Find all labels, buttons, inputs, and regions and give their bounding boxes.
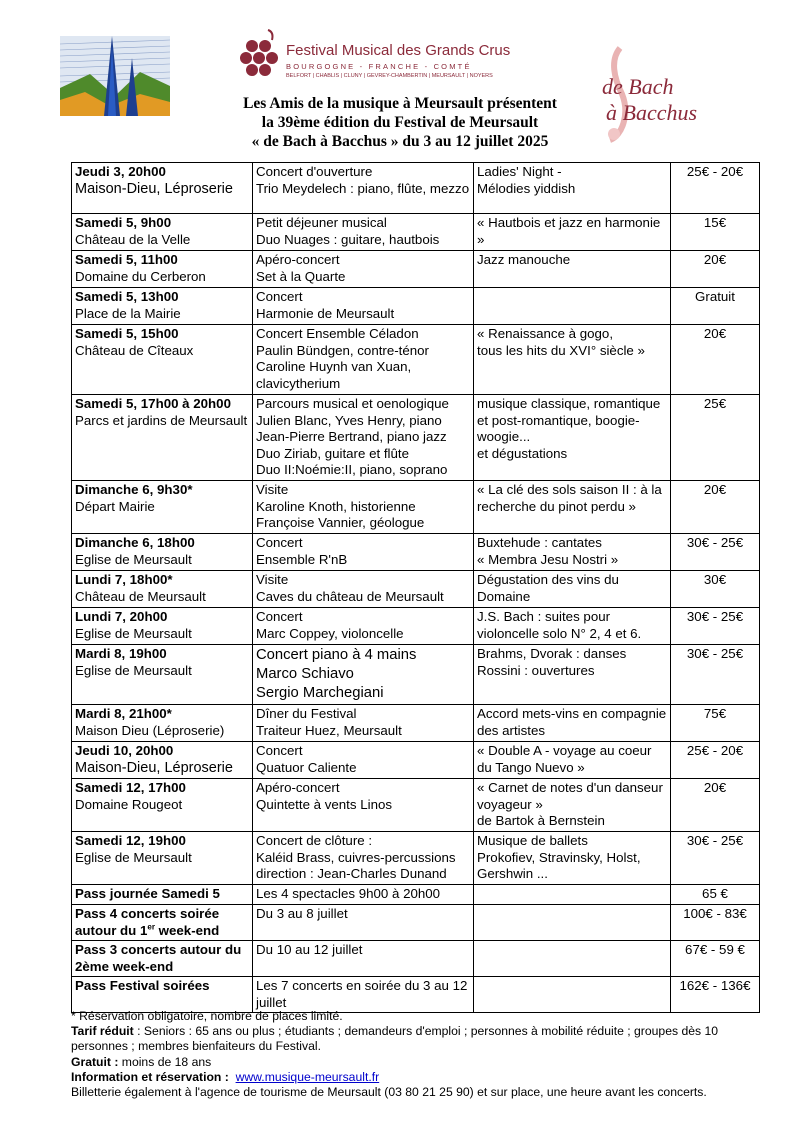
tarif-label: Tarif réduit (71, 1024, 134, 1039)
date-place-cell (72, 395, 253, 481)
program-table (71, 162, 760, 1013)
pass-name-sup: er (147, 922, 155, 932)
program-line: Paulin Bündgen, contre-ténor (256, 342, 429, 358)
pass-price: 65 € (671, 885, 760, 905)
theme-line: musique classique, romantique et post-romantique, boogie-woogie... (477, 396, 661, 444)
program-cell (253, 779, 474, 832)
program-line: Set à la Quarte (256, 268, 346, 284)
theme-line: Ladies' Night - (477, 164, 562, 179)
price-cell: 75€ (671, 705, 760, 742)
tarif-reduit-note (71, 1024, 761, 1054)
event-place: Eglise de Meursault (75, 849, 192, 865)
program-line: Visite (256, 482, 289, 497)
date-place-cell (72, 534, 253, 571)
theme-line: « Carnet de notes d'un danseur voyageur » (477, 780, 663, 812)
program-line: Caroline Huynh van Xuan, clavicytherium (256, 359, 412, 391)
price-cell: 20€ (671, 779, 760, 832)
program-line: Quatuor Caliente (256, 759, 357, 775)
price-cell: 30€ (671, 571, 760, 608)
program-line: Harmonie de Meursault (256, 305, 395, 321)
program-line: Duo Ziriab, guitare et flûte (256, 445, 409, 461)
title-line-2: la 39ème édition du Festival de Meursault (261, 114, 539, 131)
pass-name (72, 905, 253, 941)
theme-line: Prokofiev, Stravinsky, Holst, Gershwin ... (477, 849, 641, 881)
date-place-cell (72, 832, 253, 885)
footer-notes (71, 1009, 761, 1100)
program-line: Marc Coppey, violoncelle (256, 625, 404, 641)
event-date: Jeudi 10, 20h00 (75, 743, 174, 758)
pass-price: 162€ - 136€ (671, 977, 760, 1013)
pass-name-part: Pass 4 concerts soirée autour du 1 (75, 906, 220, 938)
program-cell (253, 742, 474, 779)
theme-cell (474, 214, 671, 251)
program-line: Ensemble R'nB (256, 551, 348, 567)
program-line: Concert (256, 289, 303, 304)
theme-line: Buxtehude : cantates (477, 535, 602, 550)
grapes-icon (238, 26, 284, 80)
event-date: Samedi 5, 13h00 (75, 289, 179, 304)
program-line: Concert de clôture : (256, 833, 373, 848)
title-line-1: Les Amis de la musique à Meursault présentent (243, 95, 557, 112)
title-line-3: « de Bach à Bacchus » du 3 au 12 juillet 2025 (251, 133, 549, 150)
program-line: Marco Schiavo (256, 666, 354, 682)
theme-line: J.S. Bach : suites pour violoncelle solo N° 2, 4 et 6. (477, 609, 642, 641)
theme-cell (474, 534, 671, 571)
program-line: Dîner du Festival (256, 706, 357, 721)
price-cell: 30€ - 25€ (671, 832, 760, 885)
festival-logo-name: Festival Musical des Grands Crus (286, 42, 511, 59)
event-place: Domaine Rougeot (75, 796, 183, 812)
program-cell (253, 705, 474, 742)
event-place: Domaine du Cerberon (75, 268, 206, 284)
event-date: Lundi 7, 20h00 (75, 609, 168, 624)
theme-line: et dégustations (477, 445, 568, 461)
event-place: Départ Mairie (75, 498, 155, 514)
event-date: Samedi 5, 11h00 (75, 252, 178, 267)
table-row (72, 481, 760, 534)
date-place-cell (72, 779, 253, 832)
program-line: Parcours musical et oenologique (256, 396, 449, 411)
theme-cell (474, 481, 671, 534)
theme-line: Jazz manouche (477, 252, 571, 267)
program-line: Concert Ensemble Céladon (256, 326, 419, 341)
theme-cell (474, 705, 671, 742)
program-cell (253, 325, 474, 395)
program-line: Concert piano à 4 mains (256, 647, 417, 663)
theme-line: Rossini : ouvertures (477, 662, 595, 678)
program-cell (253, 534, 474, 571)
bach-logo-line1: de Bach (602, 74, 674, 99)
event-date: Jeudi 3, 20h00 (75, 164, 166, 179)
pass-name-part: week-end (154, 922, 220, 938)
table-row (72, 608, 760, 645)
date-place-cell (72, 163, 253, 214)
event-date: Samedi 5, 9h00 (75, 215, 172, 230)
program-cell (253, 481, 474, 534)
program-line: Concert (256, 535, 303, 550)
price-cell: 15€ (671, 214, 760, 251)
event-date: Samedi 12, 17h00 (75, 780, 186, 795)
date-place-cell (72, 705, 253, 742)
festival-grands-crus-logo (238, 26, 538, 84)
program-cell (253, 395, 474, 481)
website-link[interactable]: www.musique-meursault.fr (235, 1069, 380, 1084)
program-line: Françoise Vannier, géologue (256, 515, 425, 530)
info-note (71, 1070, 761, 1085)
program-line: Kaléid Brass, cuivres-percussions (256, 849, 456, 865)
event-place: Eglise de Meursault (75, 625, 192, 641)
table-row (72, 645, 760, 705)
table-row (72, 325, 760, 395)
event-date: Lundi 7, 18h00* (75, 572, 173, 587)
festival-logo-region: BOURGOGNE - FRANCHE - COMTÉ (286, 62, 472, 71)
price-cell: 25€ - 20€ (671, 742, 760, 779)
theme-cell (474, 832, 671, 885)
table-row (72, 832, 760, 885)
date-place-cell (72, 742, 253, 779)
theme-cell (474, 395, 671, 481)
theme-line: Mélodies yiddish (477, 180, 576, 196)
theme-line: Dégustation des vins du Domaine (477, 572, 619, 604)
price-cell: 20€ (671, 325, 760, 395)
table-row (72, 288, 760, 325)
pass-price: 100€ - 83€ (671, 905, 760, 941)
theme-line: « Membra Jesu Nostri » (477, 551, 619, 567)
price-cell: 30€ - 25€ (671, 608, 760, 645)
pass-empty-cell (474, 885, 671, 905)
program-cell (253, 571, 474, 608)
program-line: Karoline Knoth, historienne (256, 498, 416, 514)
table-row (72, 214, 760, 251)
program-cell (253, 608, 474, 645)
theme-cell (474, 779, 671, 832)
pass-name: Pass journée Samedi 5 (72, 885, 253, 905)
tarif-text: : Seniors : 65 ans ou plus ; étudiants ; demandeurs d'emploi ; personnes à mobilité réduite ; groupes dès 10 personnes ; membres bienfaiteurs du Festival. (71, 1024, 719, 1054)
theme-line: Musique de ballets (477, 833, 588, 848)
gratuit-text: moins de 18 ans (118, 1054, 212, 1069)
theme-cell (474, 571, 671, 608)
gratuit-label: Gratuit : (71, 1054, 119, 1069)
table-row (72, 779, 760, 832)
event-place: Maison-Dieu, Léproserie (75, 180, 233, 197)
event-place: Place de la Mairie (75, 305, 181, 321)
pass-detail: Les 4 spectacles 9h00 à 20h00 (253, 885, 474, 905)
program-cell (253, 251, 474, 288)
program-table-body (72, 163, 760, 1013)
pass-price: 67€ - 59 € (671, 941, 760, 977)
event-place: Parcs et jardins de Meursault (75, 412, 248, 428)
price-cell: Gratuit (671, 288, 760, 325)
event-place: Maison-Dieu, Léproserie (75, 759, 233, 776)
billetterie-note: Billetterie également à l'agence de tourisme de Meursault (03 80 21 25 90) et sur place, une heure avant les concerts. (71, 1085, 707, 1100)
program-cell (253, 214, 474, 251)
bach-logo-line2: à Bacchus (606, 100, 698, 125)
price-cell: 25€ - 20€ (671, 163, 760, 214)
price-cell: 30€ - 25€ (671, 645, 760, 705)
price-cell: 25€ (671, 395, 760, 481)
pass-detail: Du 10 au 12 juillet (253, 941, 474, 977)
date-place-cell (72, 288, 253, 325)
table-row (72, 395, 760, 481)
theme-line: « Renaissance à gogo, (477, 326, 614, 341)
theme-line: « Double A - voyage au coeur du Tango Nuevo » (477, 743, 652, 775)
program-line: Concert (256, 743, 303, 758)
pass-name: Pass 3 concerts autour du 2ème week-end (72, 941, 253, 977)
program-line: Concert (256, 609, 303, 624)
date-place-cell (72, 325, 253, 395)
pass-empty-cell (474, 905, 671, 941)
table-row (72, 705, 760, 742)
date-place-cell (72, 645, 253, 705)
event-place: Château de la Velle (75, 231, 191, 247)
event-date: Samedi 5, 17h00 à 20h00 (75, 396, 231, 411)
program-line: Visite (256, 572, 289, 587)
event-date: Dimanche 6, 9h30* (75, 482, 193, 497)
event-date: Dimanche 6, 18h00 (75, 535, 195, 550)
table-row (72, 742, 760, 779)
program-line: Jean-Pierre Bertrand, piano jazz (256, 429, 447, 444)
table-row (72, 251, 760, 288)
theme-cell (474, 608, 671, 645)
event-date: Mardi 8, 21h00* (75, 706, 172, 721)
pass-row (72, 905, 760, 941)
theme-line: de Bartok à Bernstein (477, 813, 605, 828)
theme-line: tous les hits du XVI° siècle » (477, 342, 645, 358)
program-line: Traiteur Huez, Meursault (256, 722, 402, 738)
event-date: Samedi 5, 15h00 (75, 326, 179, 341)
program-line: Sergio Marchegiani (256, 685, 384, 701)
table-row (72, 534, 760, 571)
theme-cell (474, 325, 671, 395)
program-line: Quintette à vents Linos (256, 796, 393, 812)
event-place: Maison Dieu (Léproserie) (75, 722, 225, 738)
pass-row (72, 977, 760, 1013)
table-row (72, 163, 760, 214)
event-place: Eglise de Meursault (75, 551, 192, 567)
price-cell: 30€ - 25€ (671, 534, 760, 571)
program-cell (253, 163, 474, 214)
event-date: Samedi 12, 19h00 (75, 833, 186, 848)
date-place-cell (72, 608, 253, 645)
program-line: Apéro-concert (256, 780, 340, 795)
theme-cell (474, 288, 671, 325)
pass-name: Pass Festival soirées (72, 977, 253, 1013)
theme-line: « Hautbois et jazz en harmonie » (477, 215, 661, 247)
event-place: Eglise de Meursault (75, 662, 192, 678)
pass-detail: Les 7 concerts en soirée du 3 au 12 juillet (253, 977, 474, 1013)
reservation-note: * Réservation obligatoire, nombre de places limité. (71, 1009, 343, 1023)
pass-detail: Du 3 au 8 juillet (253, 905, 474, 941)
program-line: Duo Nuages : guitare, hautbois (256, 231, 440, 247)
festival-logo-towns: BELFORT | CHABLIS | CLUNY | GEVREY-CHAMBERTIN | MEURSAULT | NOYERS (286, 73, 493, 79)
program-line: Petit déjeuner musical (256, 215, 387, 230)
event-place: Château de Cîteaux (75, 342, 194, 358)
program-cell (253, 645, 474, 705)
pass-row (72, 941, 760, 977)
info-label: Information et réservation : (71, 1069, 229, 1084)
theme-cell (474, 251, 671, 288)
date-place-cell (72, 481, 253, 534)
pass-empty-cell (474, 941, 671, 977)
program-line: Apéro-concert (256, 252, 340, 267)
event-place: Château de Meursault (75, 588, 206, 604)
theme-line: Accord mets-vins en compagnie des artistes (477, 706, 667, 738)
date-place-cell (72, 214, 253, 251)
pass-row (72, 885, 760, 905)
program-line: Caves du château de Meursault (256, 588, 444, 604)
date-place-cell (72, 251, 253, 288)
price-cell: 20€ (671, 481, 760, 534)
price-cell: 20€ (671, 251, 760, 288)
pass-empty-cell (474, 977, 671, 1013)
date-place-cell (72, 571, 253, 608)
event-date: Mardi 8, 19h00 (75, 646, 167, 661)
program-cell (253, 288, 474, 325)
theme-line: « La clé des sols saison II : à la recherche du pinot perdu » (477, 482, 662, 514)
theme-cell (474, 742, 671, 779)
program-line: Julien Blanc, Yves Henry, piano (256, 412, 442, 428)
program-line: Concert d'ouverture (256, 164, 373, 179)
program-line: Duo II:Noémie:II, piano, soprano (256, 462, 448, 477)
table-row (72, 571, 760, 608)
gratuit-note (71, 1055, 761, 1070)
theme-line: Brahms, Dvorak : danses (477, 646, 627, 661)
theme-cell (474, 163, 671, 214)
theme-cell (474, 645, 671, 705)
program-cell (253, 832, 474, 885)
program-line: direction : Jean-Charles Dunand (256, 866, 447, 881)
program-line: Trio Meydelech : piano, flûte, mezzo (256, 180, 470, 196)
